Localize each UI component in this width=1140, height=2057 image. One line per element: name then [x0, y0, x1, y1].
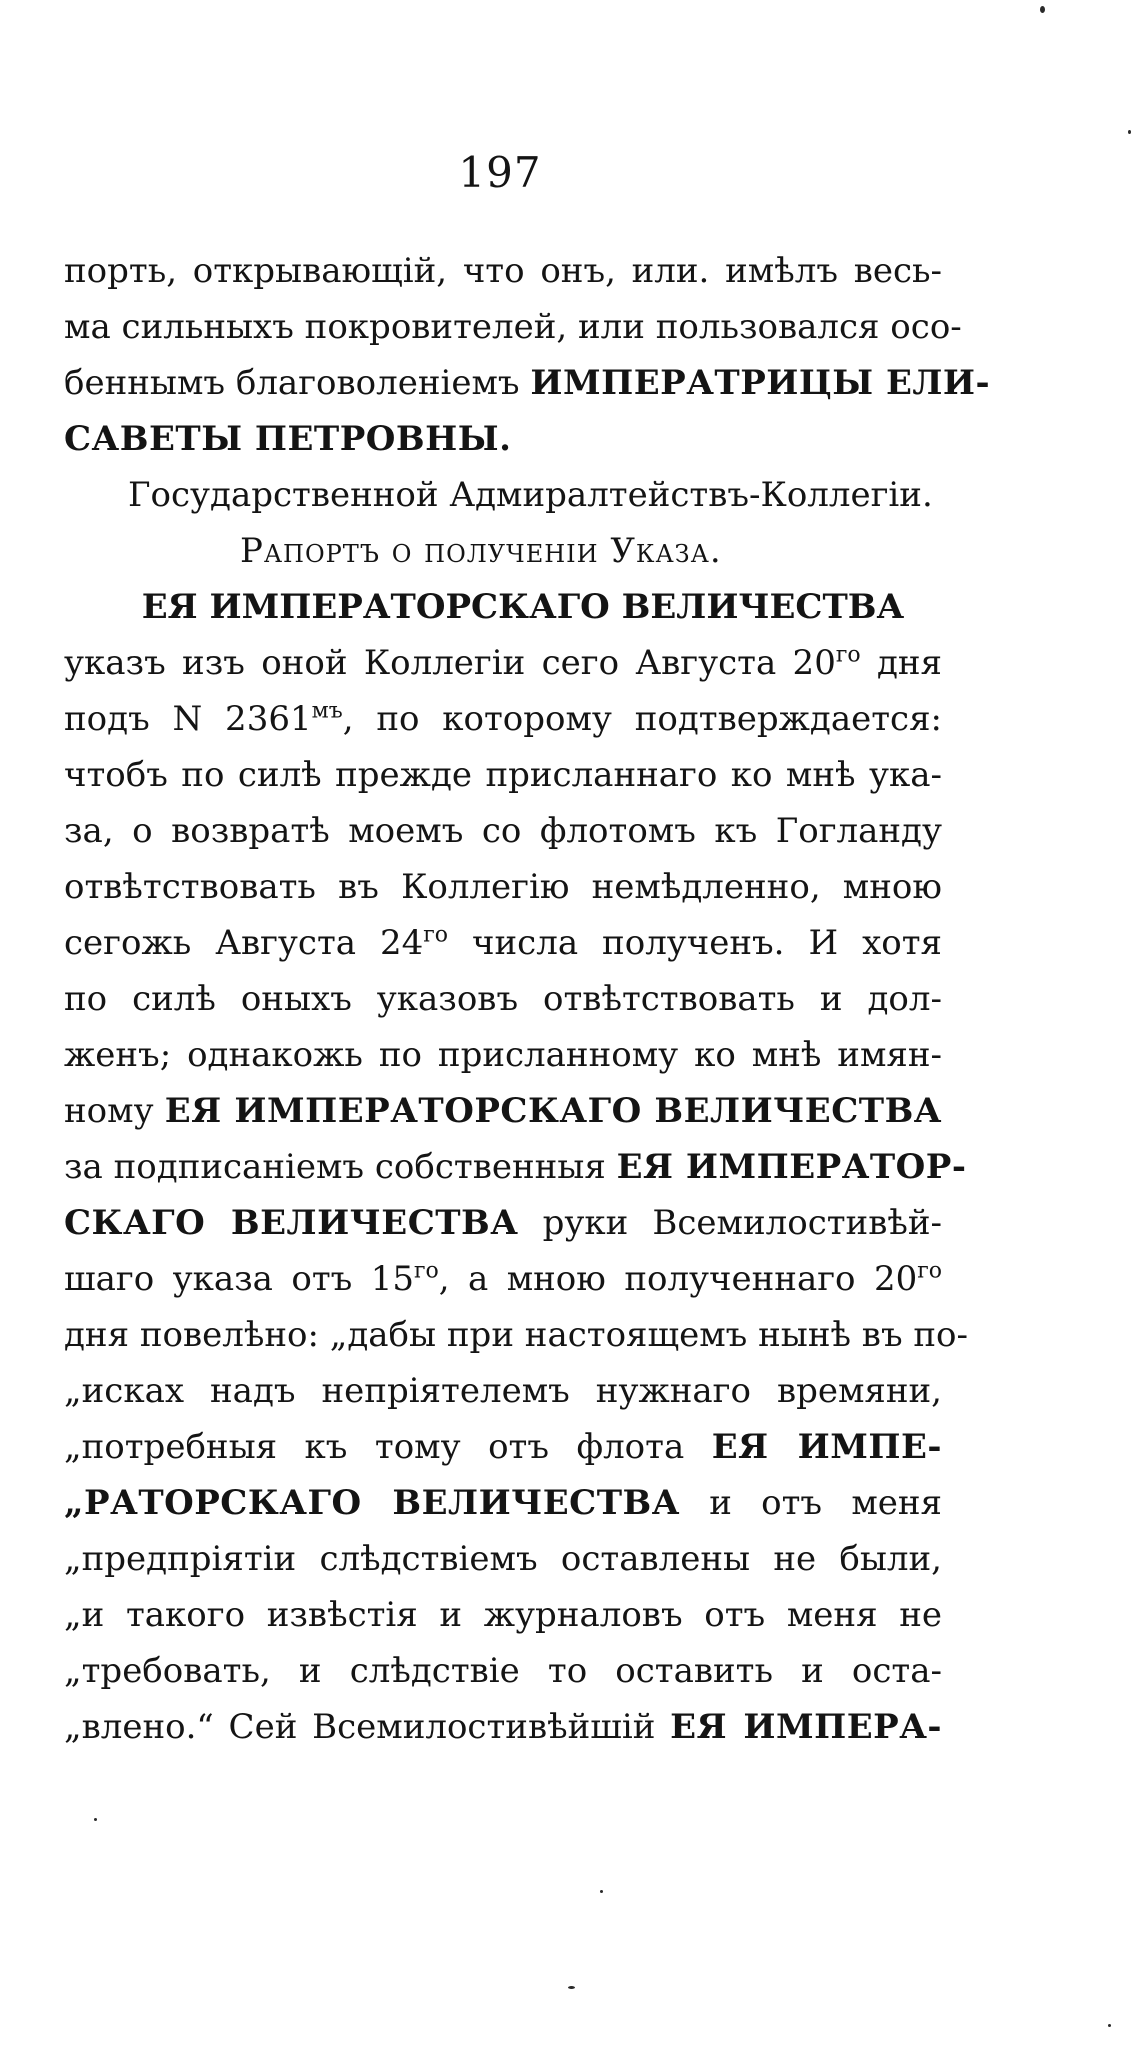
- text-line-11: отвѣтствовать въ Коллегію немѣдленно, мною: [64, 867, 942, 907]
- text-line-7: [64, 634, 942, 692]
- text-line-9: чтобъ по силѣ прежде присланнаго ко мнѣ ука-: [64, 755, 942, 795]
- text-line-12-b: числа полученъ. И хотя: [448, 923, 942, 963]
- text-line-26-caps: ЕЯ ИМПЕРА-: [670, 1707, 943, 1747]
- text-line-16: [64, 1138, 967, 1196]
- text-line-7-b: дня: [860, 643, 942, 683]
- text-line-15-a: ному: [64, 1091, 154, 1131]
- text-line-8-a: подъ N 2361: [64, 699, 312, 739]
- heading-report: Рапортъ о полученіи Указа.: [240, 531, 722, 571]
- text-line-8-b: , по которому подтверждается:: [342, 699, 943, 739]
- text-line-13: по силѣ оныхъ указовъ отвѣтствовать и дол-: [64, 979, 942, 1019]
- text-line-24: „и такого извѣстія и журналовъ отъ меня не: [64, 1595, 942, 1635]
- text-line-16-a: за подписаніемъ собственныя: [64, 1147, 606, 1187]
- text-line-18-sup2: го: [917, 1258, 942, 1284]
- text-line-17: [64, 1194, 942, 1252]
- ink-speck: [568, 1986, 575, 1989]
- text-line-7-a: указъ изъ оной Коллегіи сего Августа 20: [64, 643, 836, 683]
- text-line-4: [64, 410, 942, 468]
- text-line-26-a: „влено.“ Сей Всемилостивѣйшій: [64, 1707, 656, 1747]
- text-line-17-caps: СКАГО ВЕЛИЧЕСТВА: [64, 1203, 519, 1243]
- text-line-17-b: руки Всемилостивѣй-: [542, 1203, 943, 1243]
- text-line-10: за, о возвратѣ моемъ со флотомъ къ Гогланду: [64, 811, 942, 851]
- text-line-12: [64, 914, 942, 972]
- text-line-21-a: „потребныя къ тому отъ флота: [64, 1427, 685, 1467]
- text-line-15-caps: ЕЯ ИМПЕРАТОРСКАГО ВЕЛИЧЕСТВА: [164, 1091, 942, 1131]
- ink-speck: [94, 1818, 97, 1821]
- empress-name-part-2: САВЕТЫ ПЕТРОВНЫ.: [64, 419, 512, 459]
- text-line-20: „исках надъ непріятелемъ нужнаго времяни,: [64, 1371, 942, 1411]
- text-line-18-sup: го: [413, 1258, 439, 1284]
- text-line-16-caps: ЕЯ ИМПЕРАТОР-: [616, 1147, 967, 1187]
- text-line-14: женъ; однакожь по присланному ко мнѣ имян-: [64, 1035, 942, 1075]
- text-line-25: „требовать, и слѣдствіе то оставить и оста-: [64, 1651, 942, 1691]
- heading-college: Государственной Адмиралтействъ-Коллегіи.: [128, 475, 933, 515]
- text-line-15: [64, 1082, 942, 1140]
- text-line-3: [64, 354, 991, 412]
- page-number: 197: [458, 148, 542, 197]
- text-line-18: [64, 1250, 942, 1308]
- text-line-23: „предпріятіи слѣдствіемъ оставлены не были,: [64, 1539, 942, 1579]
- text-line-8: [64, 690, 942, 748]
- text-line-22-caps: „РАТОРСКАГО ВЕЛИЧЕСТВА: [64, 1483, 680, 1523]
- text-line-26: [64, 1698, 942, 1756]
- ink-speck: [1108, 2024, 1111, 2027]
- text-line-21: [64, 1418, 942, 1476]
- ink-speck: [1040, 6, 1045, 13]
- text-line-1: порть, открывающій, что онъ, или. имѣлъ весь-: [64, 251, 942, 291]
- text-line-2: ма сильныхъ покровителей, или пользовался осо-: [64, 307, 962, 347]
- heading-majesty: ЕЯ ИМПЕРАТОРСКАГО ВЕЛИЧЕСТВА: [141, 587, 905, 627]
- text-line-7-sup: го: [835, 642, 861, 668]
- text-line-18-b: , а мною полученнаго 20: [438, 1259, 918, 1299]
- text-line-21-caps: ЕЯ ИМПЕ-: [711, 1427, 942, 1467]
- text-line-19: дня повелѣно: „дабы при настоящемъ нынѣ въ по-: [64, 1315, 969, 1355]
- text-line-18-a: шаго указа отъ 15: [64, 1259, 414, 1299]
- empress-name-part-1: ИМПЕРАТРИЦЫ ЕЛИ-: [530, 363, 991, 403]
- text-line-22: [64, 1474, 942, 1532]
- text-line-12-a: сегожь Августа 24: [64, 923, 424, 963]
- ink-speck: [600, 1890, 603, 1893]
- text-line-12-sup: го: [423, 922, 449, 948]
- text-line-3-plain: беннымъ благоволеніемъ: [64, 363, 520, 403]
- text-line-8-sup: мъ: [311, 698, 343, 724]
- text-line-22-b: и отъ меня: [709, 1483, 942, 1523]
- ink-speck: [1128, 130, 1131, 134]
